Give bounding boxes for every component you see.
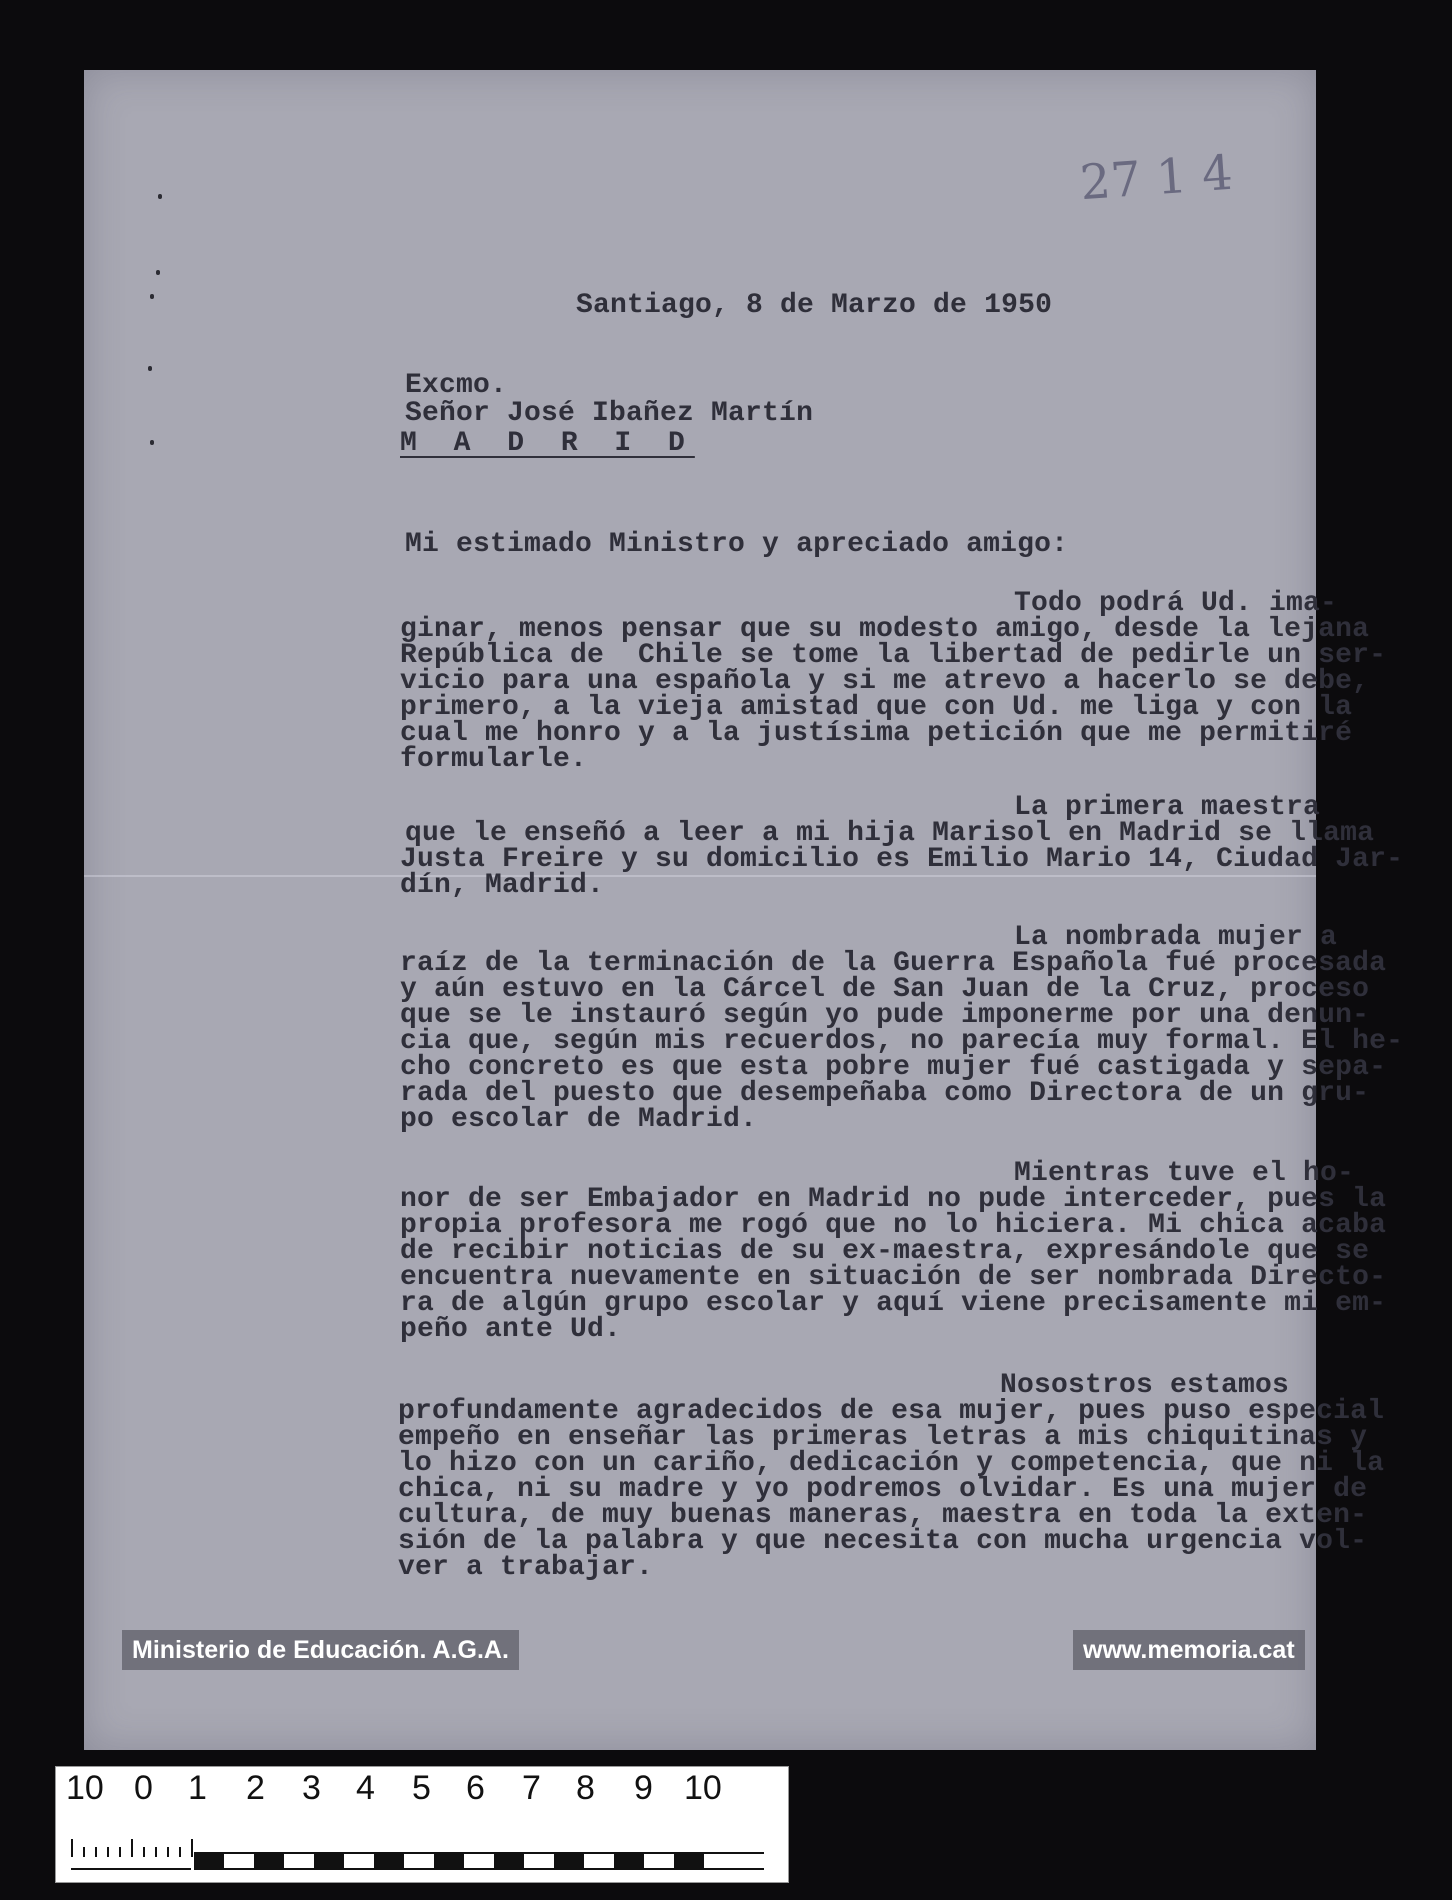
website-watermark: www.memoria.cat — [1073, 1630, 1305, 1670]
body-line: sión de la palabra y que necesita con mucha urgencia vol- — [398, 1526, 1368, 1557]
ruler-tick — [191, 1839, 193, 1857]
addressee-title: Excmo. — [405, 370, 508, 401]
addressee-city: M A D R I D — [400, 428, 695, 459]
body-line: rada del puesto que desempeñaba como Directora de un gru- — [400, 1078, 1370, 1109]
body-line: Justa Freire y su domicilio es Emilio Mario 14, Ciudad Jar- — [400, 844, 1404, 875]
body-line: propia profesora me rogó que no lo hiciera. Mi chica acaba — [400, 1210, 1387, 1241]
body-line: cual me honro y a la justísima petición que me permitiré — [400, 718, 1353, 749]
ruler-label: 1 — [188, 1769, 207, 1807]
punch-mark — [158, 194, 162, 199]
body-line: de recibir noticias de su ex-maestra, expresándole que se — [400, 1236, 1370, 1267]
body-line: lo hizo con un cariño, dedicación y competencia, que ni la — [398, 1448, 1385, 1479]
date-line: Santiago, 8 de Marzo de 1950 — [576, 290, 1053, 321]
ruler-tick — [107, 1847, 109, 1857]
ruler-label: 10 — [684, 1769, 722, 1807]
ruler-label: 0 — [134, 1769, 153, 1807]
measurement-ruler — [55, 1766, 789, 1883]
ruler-tick — [143, 1847, 145, 1857]
body-line: ver a trabajar. — [398, 1552, 654, 1583]
body-line: vicio para una española y si me atrevo a hacerlo se debe, — [400, 666, 1370, 697]
ruler-label: 3 — [302, 1769, 321, 1807]
punch-mark — [148, 366, 152, 371]
ruler-tick — [179, 1847, 181, 1857]
body-line: dín, Madrid. — [400, 870, 605, 901]
body-line: cho concreto es que esta pobre mujer fué castigada y sepa- — [400, 1052, 1387, 1083]
ruler-label: 7 — [522, 1769, 541, 1807]
body-line: Todo podrá Ud. ima- — [1014, 588, 1338, 619]
body-line: peño ante Ud. — [400, 1314, 622, 1345]
body-line: formularle. — [400, 744, 588, 775]
ruler-outline — [194, 1852, 764, 1870]
body-line: primero, a la vieja amistad que con Ud. me liga y con la — [400, 692, 1353, 723]
salutation: Mi estimado Ministro y apreciado amigo: — [405, 529, 1069, 560]
body-line: Nosostros estamos — [1000, 1370, 1290, 1401]
ruler-label: 5 — [412, 1769, 431, 1807]
ruler-tick — [167, 1847, 169, 1857]
punch-mark — [150, 294, 154, 299]
body-line: La primera maestra — [1014, 792, 1321, 823]
body-line: profundamente agradecidos de esa mujer, pues puso especial — [398, 1396, 1385, 1427]
addressee-name: Señor José Ibañez Martín — [405, 398, 814, 429]
body-line: que se le instauró según yo pude imponerme por una denun- — [400, 1000, 1370, 1031]
body-line: ginar, menos pensar que su modesto amigo, desde la lejana — [400, 614, 1370, 645]
ruler-label: 6 — [466, 1769, 485, 1807]
paper-fold-line — [84, 875, 1316, 877]
body-line: que le enseñó a leer a mi hija Marisol en Madrid se llama — [405, 818, 1375, 849]
ruler-tick — [155, 1847, 157, 1857]
body-line: empeño en enseñar las primeras letras a mis chiquitinas y — [398, 1422, 1368, 1453]
body-line: cultura, de muy buenas maneras, maestra en toda la exten- — [398, 1500, 1368, 1531]
body-line: ra de algún grupo escolar y aquí viene precisamente mi em- — [400, 1288, 1387, 1319]
ruler-tick — [95, 1847, 97, 1857]
ruler-label: 9 — [634, 1769, 653, 1807]
ruler-label: 10 — [66, 1769, 104, 1807]
body-line: La nombrada mujer a — [1014, 922, 1338, 953]
body-line: po escolar de Madrid. — [400, 1104, 758, 1135]
body-line: nor de ser Embajador en Madrid no pude interceder, pues la — [400, 1184, 1387, 1215]
ruler-tick — [71, 1839, 73, 1857]
ruler-label: 8 — [576, 1769, 595, 1807]
body-line: República de Chile se tome la libertad de pedirle un ser- — [400, 640, 1387, 671]
ruler-tick — [83, 1847, 85, 1857]
body-line: chica, ni su madre y yo podremos olvidar. Es una mujer de — [398, 1474, 1368, 1505]
ruler-label: 2 — [246, 1769, 265, 1807]
body-line: cia que, según mis recuerdos, no parecía muy formal. El he- — [400, 1026, 1404, 1057]
ruler-tick — [131, 1839, 133, 1857]
ruler-tick — [119, 1847, 121, 1857]
punch-mark — [150, 440, 154, 445]
punch-mark — [156, 270, 160, 275]
ruler-label: 4 — [356, 1769, 375, 1807]
archive-watermark: Ministerio de Educación. A.G.A. — [122, 1630, 519, 1670]
body-line: encuentra nuevamente en situación de ser nombrada Directo- — [400, 1262, 1387, 1293]
body-line: raíz de la terminación de la Guerra Española fué procesada — [400, 948, 1387, 979]
body-line: y aún estuvo en la Cárcel de San Juan de la Cruz, proceso — [400, 974, 1370, 1005]
handwritten-reference-number: 27 1 4 — [1078, 144, 1235, 212]
body-line: Mientras tuve el ho- — [1014, 1158, 1355, 1189]
